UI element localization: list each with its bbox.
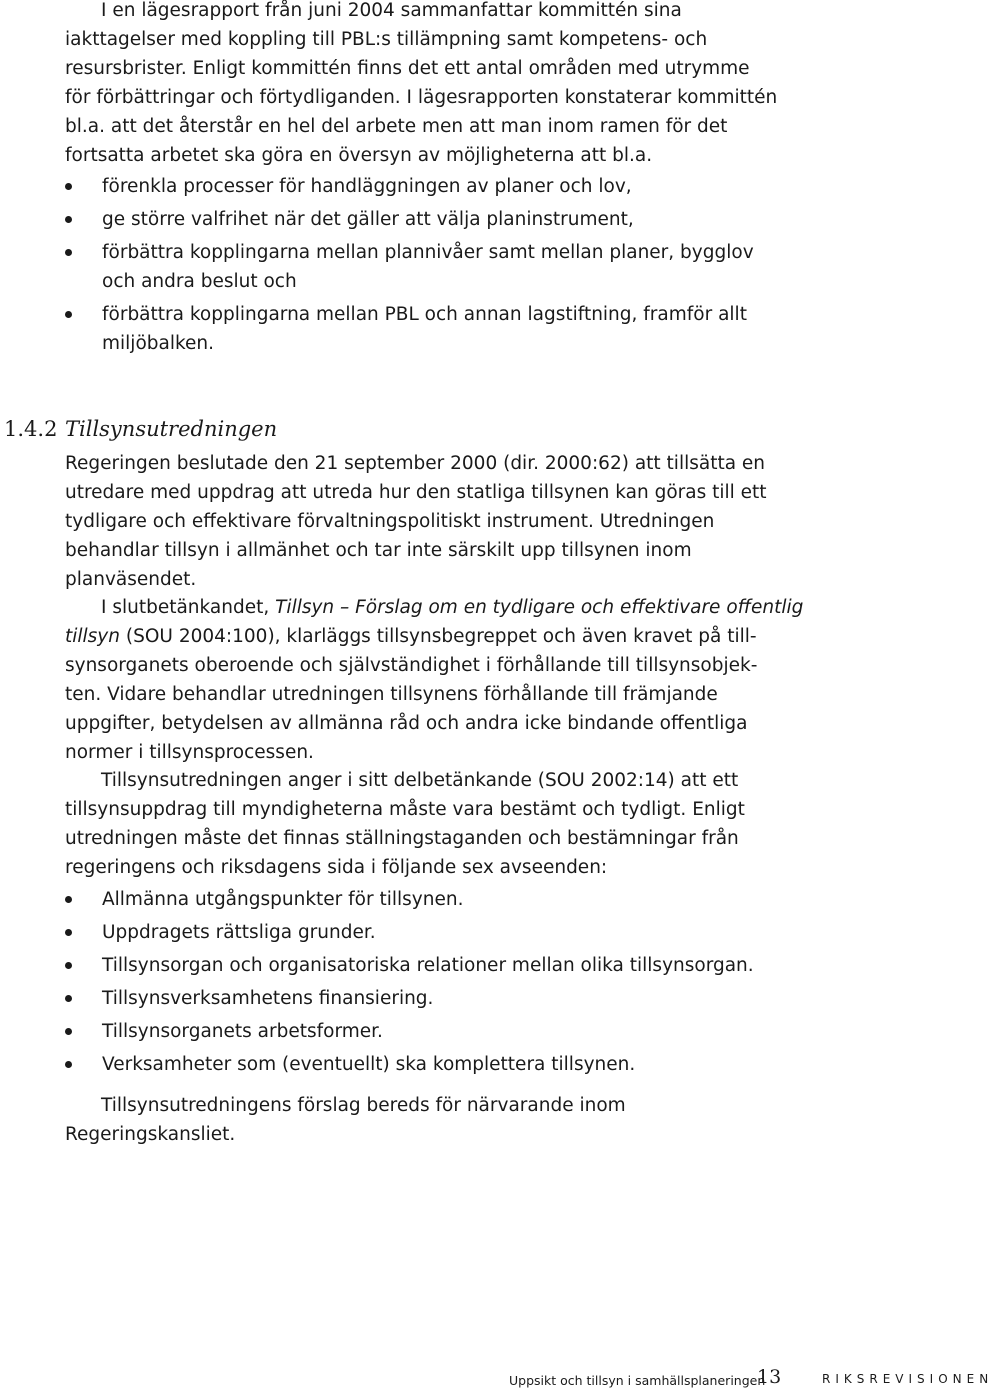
text-line: för förbättringar och förtydliganden. I lägesrapporten konstaterar kommittén (65, 87, 778, 108)
text-line: Tillsynsutredningen anger i sitt delbetänkande (SOU 2002:14) att ett (101, 770, 739, 791)
text-line: förbättra kopplingarna mellan plannivåer samt mellan planer, bygglov (102, 242, 754, 263)
bullet-icon (65, 929, 72, 936)
text-run: (SOU 2004:100), klarläggs tillsynsbegreppet och även kravet på till- (120, 626, 757, 647)
text-line: fortsatta arbetet ska göra en översyn av möjligheterna att bl.a. (65, 145, 653, 166)
intro-paragraph (65, 0, 778, 170)
paragraph (65, 1091, 745, 1149)
paragraph (65, 766, 745, 882)
text-line: behandlar tillsyn i allmänhet och tar inte särskilt upp tillsynen inom (65, 540, 692, 561)
text-line: resursbrister. Enligt kommittén finns det ett antal områden med utrymme (65, 58, 750, 79)
list-item-text: Tillsynsorganets arbetsformer. (102, 1021, 383, 1042)
text-line: Regeringskansliet. (65, 1124, 236, 1145)
page-footer (0, 1366, 993, 1390)
report-title: Tillsyn – Förslag om en tydligare och effektivare offentlig (275, 597, 804, 618)
list-item-text: Uppdragets rättsliga grunder. (102, 922, 376, 943)
list-item-text: förenkla processer för handläggningen av planer och lov, (102, 176, 632, 197)
text-line: iakttagelser med koppling till PBL:s tillämpning samt kompetens- och (65, 29, 708, 50)
text-line: planväsendet. (65, 569, 197, 590)
text-line: I en lägesrapport från juni 2004 sammanfattar kommittén sina (101, 0, 682, 21)
list-item-text: ge större valfrihet när det gäller att välja planinstrument, (102, 209, 634, 230)
text-line: regeringens och riksdagens sida i följande sex avseenden: (65, 857, 608, 878)
footer-organization: RIKSREVISIONEN (822, 1372, 993, 1386)
list-item-text: Tillsynsverksamhetens finansiering. (102, 988, 434, 1009)
paragraph (65, 593, 804, 767)
text-line: tillsynsuppdrag till myndigheterna måste vara bestämt och tydligt. Enligt (65, 799, 745, 820)
list-item-text: Verksamheter som (eventuellt) ska komplettera tillsynen. (102, 1054, 636, 1075)
text-line: Regeringen beslutade den 21 september 2000 (dir. 2000:62) att tillsätta en (65, 453, 766, 474)
bullet-icon (65, 249, 72, 256)
text-line: synsorganets oberoende och självständighet i förhållande till tillsynsobjek- (65, 655, 758, 676)
text-line: normer i tillsynsprocessen. (65, 742, 314, 763)
bullet-icon (65, 216, 72, 223)
text-line (65, 622, 757, 651)
bullet-icon (65, 995, 72, 1002)
list-item-text (102, 300, 747, 358)
text-line: förbättra kopplingarna mellan PBL och annan lagstiftning, framför allt (102, 304, 747, 325)
text-line: utredningen måste det finnas ställningstaganden och bestämningar från (65, 828, 739, 849)
bullet-icon (65, 896, 72, 903)
bullet-icon (65, 1061, 72, 1068)
text-line: utredare med uppdrag att utreda hur den statliga tillsynen kan göras till ett (65, 482, 767, 503)
bullet-icon (65, 183, 72, 190)
list-item-text (102, 238, 754, 296)
text-run: I slutbetänkandet, (101, 597, 276, 618)
bullet-icon (65, 311, 72, 318)
page-number: 13 (757, 1366, 782, 1388)
section-number: 1.4.2 (4, 417, 58, 441)
report-title: tillsyn (65, 626, 120, 647)
text-line: och andra beslut och (102, 271, 297, 292)
bullet-icon (65, 962, 72, 969)
bullet-icon (65, 1028, 72, 1035)
text-line: Tillsynsutredningens förslag bereds för närvarande inom (101, 1095, 626, 1116)
text-line (65, 593, 804, 622)
text-line: tydligare och effektivare förvaltningspolitiskt instrument. Utredningen (65, 511, 715, 532)
footer-document-title: Uppsikt och tillsyn i samhällsplaneringen (509, 1373, 766, 1388)
text-line: bl.a. att det återstår en hel del arbete men att man inom ramen för det (65, 116, 728, 137)
text-line: miljöbalken. (102, 333, 215, 354)
list-item-text: Tillsynsorgan och organisatoriska relationer mellan olika tillsynsorgan. (102, 955, 754, 976)
paragraph (65, 449, 767, 594)
text-line: ten. Vidare behandlar utredningen tillsynens förhållande till främjande (65, 684, 718, 705)
text-line: uppgifter, betydelsen av allmänna råd och andra icke bindande offentliga (65, 713, 748, 734)
list-item-text: Allmänna utgångspunkter för tillsynen. (102, 889, 464, 910)
section-title: Tillsynsutredningen (65, 417, 278, 441)
